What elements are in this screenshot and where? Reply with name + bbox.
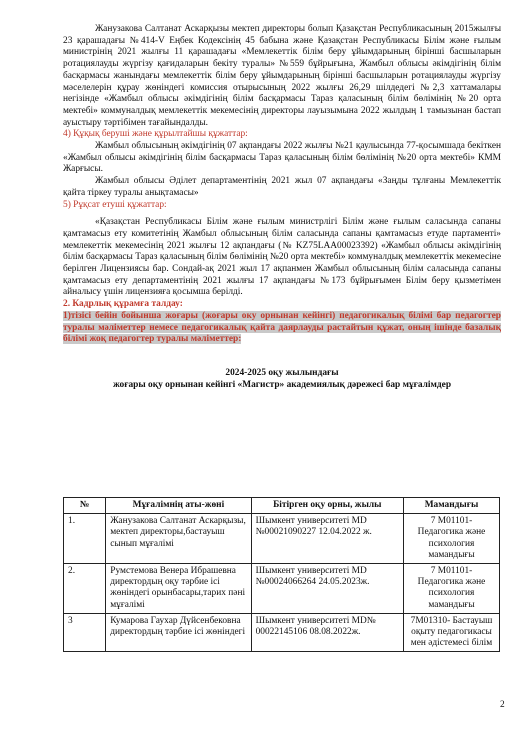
cell-teacher-name: Кумарова Гаухар Дүйсенбековна директордың тәрбие ісі жөніндегі bbox=[106, 613, 251, 652]
page-number: 2 bbox=[500, 700, 505, 710]
header-university: Бітірген оқу орны, жылы bbox=[251, 498, 403, 514]
document-body bbox=[63, 24, 501, 391]
cell-university: Шымкент университеті MD №00021090227 12.04.2022 ж. bbox=[251, 514, 403, 564]
cell-number: 3 bbox=[64, 613, 106, 652]
table-row bbox=[64, 613, 500, 652]
license-paragraph: «Қазақстан Республикасы Білім және ғылым министрлігі Білім және ғылым саласында сапаны қамтамасыз ету комитетінің Жамбыл облысының білім саласында сапаны қамтамасыз етуде партаменті» мемлекеттік мекемесінің 2021 жылғы 12 ақпандағы (№ KZ75LAA00023392) «Жамбыл облысы әкімдігінің білім басқармасы Тараз қаласының білім бөлімінің №20 орта мектебі» коммуналдық мемлекеттік мекемесіне берілген Лицензиясы бар. Сондай-ақ 2021 жыл 17 ақпанмен Жамбыл облысының білім саласында сапаны қамтамасыз ету департаментінің 2021 жылғы 17 ақпандағы №173 бұйрығымен Білім беру қызметімен айналысу үшін лицензияға қосымша берілді. bbox=[63, 217, 501, 298]
registration-certificate-text: Мемлекеттік қайта тіркеу туралы анықтамасы» bbox=[63, 176, 501, 198]
cell-teacher-name: Жанузакова Салтанат Аскарқызы, мектеп директоры,бастауыш сынып мұғалімі bbox=[106, 514, 251, 564]
header-specialty: Мамандығы bbox=[404, 498, 500, 514]
section-heading-staff-analysis: 2. Кадрлық құрамға талдау: bbox=[63, 299, 183, 310]
cell-university: Шымкент университеті MD №00024066264 24.05.2023ж. bbox=[251, 564, 403, 614]
header-number: № bbox=[64, 498, 106, 514]
table-caption-title: жоғары оқу орнынан кейінгі «Магистр» академиялық дәрежесі бар мұғалімдер bbox=[112, 379, 452, 390]
section-heading-permits: 5) Рұқсат етуші құжаттар: bbox=[63, 199, 167, 210]
cell-teacher-name: Румстемова Венера Ибрашевна директордың оқу тәрбие ісі жөніндегі орынбасары,тарих пәні мұғалімі bbox=[106, 564, 251, 614]
charter-paragraph: Жамбыл облысының әкімдігінің 07 ақпандағы 2022 жылғы №21 қаулысында 77-қосымшада бекіткен «Жамбыл облысы әкімдігінің білім басқармасы Тараз қаласының білім бөлімінің №20 орта мектебі» КММ Жарғысы. bbox=[63, 141, 501, 175]
staff-subheading-text: 1)тізісі бейін бойынша жоғары (жоғары оку орнынан кейінгі) педагогикалық білімі бар педагогтер туралы мәліметтер немесе педагогикалық қайта даярлауды растайтын құжат, оның ішінде базалық білімі жоқ педагогтер туралы мәліметтер: bbox=[63, 310, 501, 345]
cell-specialty: 7 М01101- Педагогика және психология мамандығы bbox=[404, 564, 500, 614]
table-caption-year: 2024-2025 оқу жылындағы bbox=[225, 367, 339, 378]
table-header-row bbox=[64, 498, 500, 514]
section-heading-founding-documents: 4) Құқық беруші және құрылтайшы құжаттар: bbox=[63, 129, 248, 140]
header-teacher-name: Мұғалімнің аты-жөні bbox=[106, 498, 251, 514]
cell-number: 1. bbox=[64, 514, 106, 564]
appointment-paragraph: Жанузакова Салтанат Аскарқызы мектеп директоры болып Қазақстан Республикасының 2015жылғы 23 қарашадағы №414-V Еңбек Кодексінің 45 бабына және Қазақстан Республикасы Білім және ғылым министрінің 2021 жылғы 11 қарашадағы «Мемлекеттік білім беру ұйымдарының бірінші басшыларын ротациялауды жүргізу қағидаларын бекіту туралы» №559 бұйрығына, Жамбыл облысы әкімдігінің білім басқармасы жанындағы мемлекеттік білім беру ұйымдарының бірінші басшыларын ротациялауды жүргізу мәселелерін құрау жөніндегі комиссия отырысының 2022 жылғы 26,29 шілдедегі №2,3 хаттамалары негізінде «Жамбыл облысы әкімдігінің білім басқармасы Тараз қаласының білім бөлімінің №20 орта мектебі» коммуналдық мемлекеттік мекемесінің директоры лауызымына 2022 жылдың 1 тамызынан бастап ауыстыру тәртібімен тағайындалды. bbox=[63, 24, 501, 128]
justice-paragraph-text: Жамбыл облысы Әділет департаментінің 2021 жыл 07 ақпандағы «Заңды тұлғаны bbox=[95, 176, 446, 187]
table-row bbox=[64, 514, 500, 564]
cell-specialty: 7М01310- Бастауыш оқыту педагогикасы мен әдістемесі білім bbox=[404, 613, 500, 652]
staff-subheading bbox=[63, 311, 501, 346]
cell-number: 2. bbox=[64, 564, 106, 614]
cell-specialty: 7 М01101- Педагогика және психология мамандығы bbox=[404, 514, 500, 564]
table-row bbox=[64, 564, 500, 614]
cell-university: Шымкент университеті MD№ 00022145106 08.08.2022ж. bbox=[251, 613, 403, 652]
justice-paragraph bbox=[63, 176, 501, 199]
masters-teachers-table bbox=[63, 497, 500, 652]
